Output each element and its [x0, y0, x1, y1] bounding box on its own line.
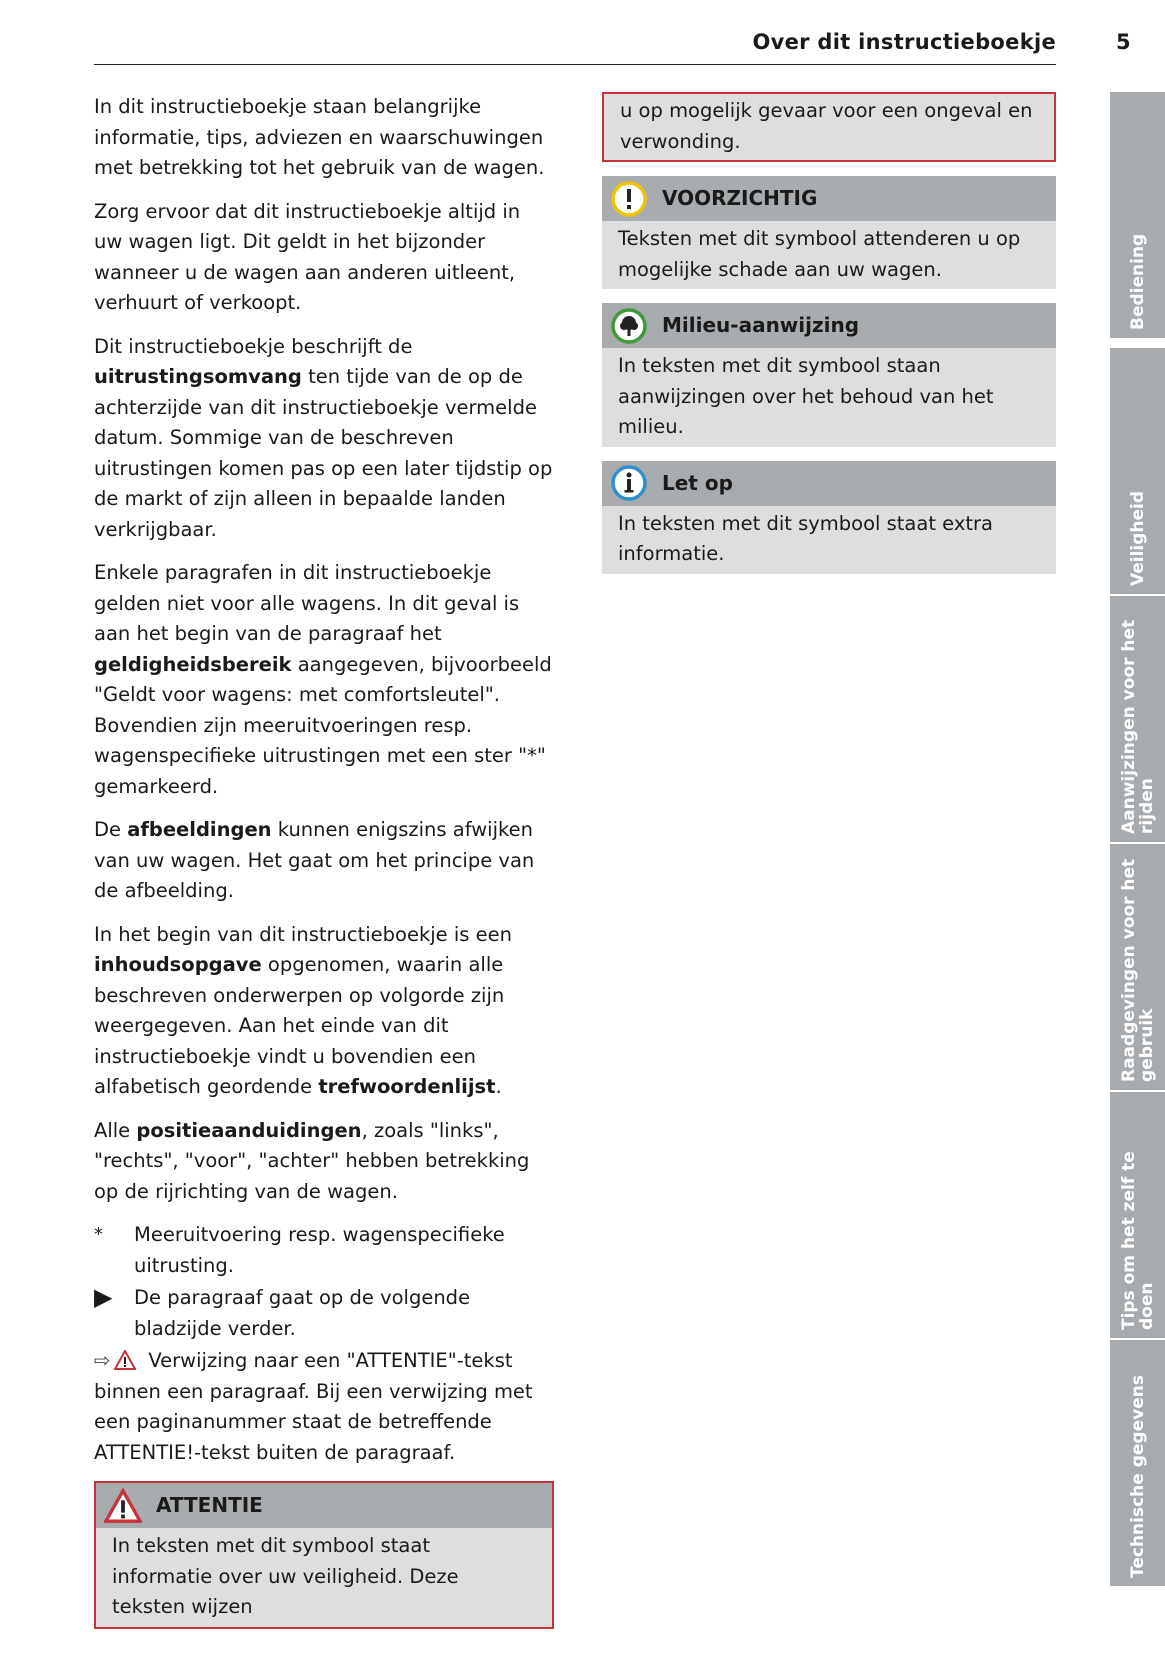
caution-box-title: VOORZICHTIG [662, 186, 818, 211]
bold-term: trefwoordenlijst [318, 1075, 496, 1098]
attention-box-body: In teksten met dit symbool staat informatie over uw veiligheid. Deze teksten wijzen [112, 1534, 459, 1618]
info-icon [610, 464, 648, 502]
paragraph-contents: In het begin van dit instructieboekje is een inhoudsopgave opgenomen, waarin alle beschreven onderwerpen op volgorde zijn weergegeven. Aan het einde van dit instructieboekje vindt u bovendien een alfabetisch geordende trefwoordenlijst. [94, 922, 513, 1098]
header-title: Over dit instructieboekje [752, 30, 1056, 54]
paragraph-equipment: Dit instructieboekje beschrijft de uitrustingsomvang ten tijde van de op de achterzijde van dit instructieboekje vermelde datum. Sommige van de beschreven uitrustingen komen pas op een later tijdstip op de markt of zijn alleen in bepaalde landen verkrijgbaar. [94, 334, 553, 541]
paragraph-positions: Alle positieaanduidingen, zoals "links", "rechts", "voor", "achter" hebben betrekking op de rijrichting van de wagen. [94, 1118, 530, 1203]
bold-term: uitrustingsomvang [94, 365, 302, 388]
paragraph-reference: ⇨ Verwijzing naar een "ATTENTIE"-tekst binnen een paragraaf. Bij een verwijzing met een paginanummer staat de betreffende ATTENTIE!-tekst buiten de paragraaf. [94, 1349, 533, 1464]
tab-bediening[interactable]: Bediening [1110, 92, 1165, 338]
right-column [602, 92, 1056, 588]
warning-triangle-icon [104, 1487, 142, 1525]
legend-text: De paragraaf gaat op de volgende bladzijde verder. [134, 1286, 471, 1340]
bold-term: positieaanduidingen [136, 1118, 362, 1142]
attention-continued-box: u op mogelijk gevaar voor een ongeval en verwonding. [602, 92, 1056, 162]
bold-term: geldigheidsbereik [94, 652, 292, 676]
tab-technische-gegevens[interactable]: Technische gegevens [1110, 1340, 1165, 1586]
exclamation-icon [610, 180, 648, 218]
reference-arrow-icon: ⇨ [94, 1349, 111, 1372]
star-symbol: * [94, 1224, 103, 1245]
paragraph-images: De afbeeldingen kunnen enigszins afwijken van uw wagen. Het gaat om het principe van de afbeelding. [94, 818, 535, 902]
attention-box [94, 1481, 554, 1629]
bold-term: inhoudsopgave [94, 953, 262, 976]
continue-arrow-icon: ▶ [94, 1283, 113, 1311]
caution-box-body: Teksten met dit symbool attenderen u op mogelijke schade aan uw wagen. [618, 227, 1021, 281]
bold-term: afbeeldingen [127, 818, 272, 841]
attention-box-title: ATTENTIE [156, 1493, 263, 1518]
left-column [94, 92, 554, 1643]
caution-box-header [602, 176, 1056, 221]
tab-veiligheid[interactable]: Veiligheid [1110, 348, 1165, 594]
legend-item-star [94, 1220, 554, 1281]
note-box-header [602, 461, 1056, 506]
warning-triangle-icon [114, 1350, 136, 1370]
tab-raadgevingen-gebruik[interactable]: Raadgevingen voor het gebruik [1110, 844, 1165, 1090]
tab-tips-zelf-doen[interactable]: Tips om het zelf te doen [1110, 1092, 1165, 1338]
paragraph-intro: In dit instructieboekje staan belangrijke informatie, tips, adviezen en waarschuwingen met betrekking tot het gebruik van de wagen. [94, 95, 545, 179]
caution-box [602, 176, 1056, 289]
attention-box-header [96, 1483, 552, 1528]
tree-icon [610, 307, 648, 345]
note-box [602, 461, 1056, 574]
environment-box-body: In teksten met dit symbool staan aanwijzingen over het behoud van het milieu. [618, 354, 994, 438]
note-box-title: Let op [662, 470, 733, 495]
page-number: 5 [1116, 30, 1131, 54]
legend-text: Meeruitvoering resp. wagenspecifieke uitrusting. [134, 1223, 505, 1277]
paragraph-validity: Enkele paragrafen in dit instructieboekje gelden niet voor alle wagens. In dit geval is aan het begin van de paragraaf het geldigheidsbereik aangegeven, bijvoorbeeld "Geldt voor wagens: met comfortsleutel". Bovendien zijn meeruitvoeringen resp. wagenspecifieke uitrustingen met een ster "*" gemarkeerd. [94, 561, 552, 798]
environment-box-title: Milieu-aanwijzing [662, 313, 860, 338]
paragraph-keep-in-car: Zorg ervoor dat dit instructieboekje altijd in uw wagen ligt. Dit geldt in het bijzonder wanneer u de wagen aan anderen uitleent, verhuurt of verkoopt. [94, 199, 521, 314]
page-header [94, 28, 1056, 65]
legend-item-continue [94, 1283, 554, 1344]
environment-box-header [602, 303, 1056, 348]
note-box-body: In teksten met dit symbool staat extra informatie. [618, 511, 993, 565]
environment-box [602, 303, 1056, 447]
tab-aanwijzingen-rijden[interactable]: Aanwijzingen voor het rijden [1110, 596, 1165, 842]
